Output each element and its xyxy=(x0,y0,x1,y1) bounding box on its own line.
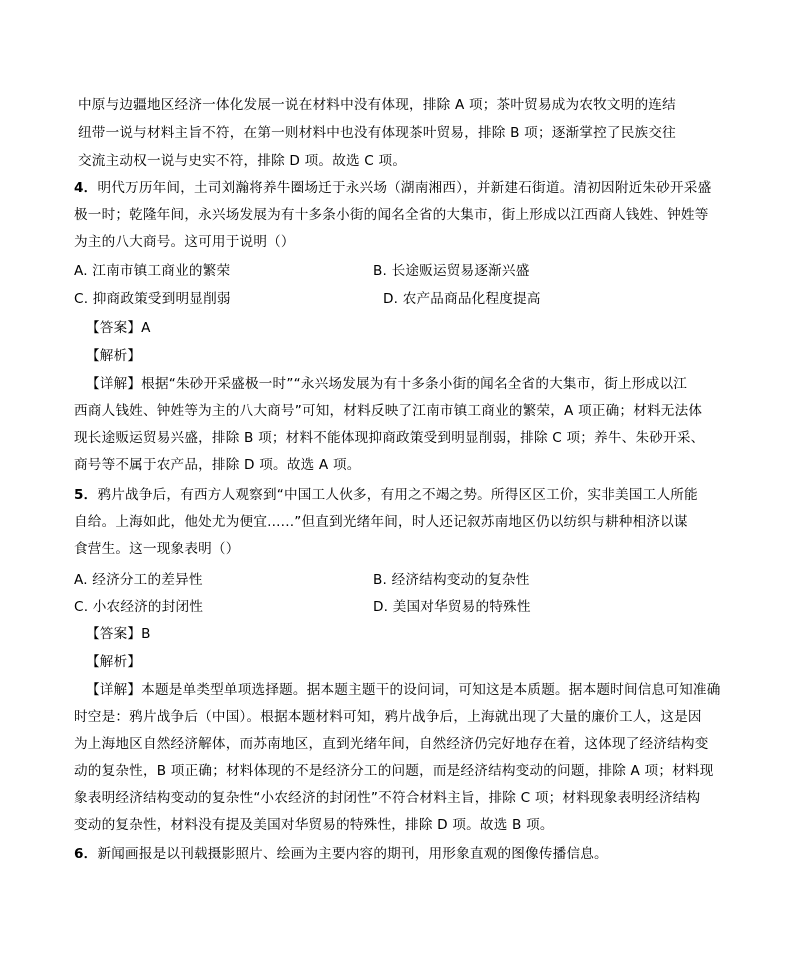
analysis-label: 【解析】 xyxy=(86,348,142,364)
text-line: 交流主动权一说与史实不符，排除 D 项。故选 C 项。 xyxy=(78,153,407,169)
question-stem: 4．明代万历年间，土司刘瀚将养牛圈场迁于永兴场（湖南湘西），并新建石街道。清初因附近朱砂开采盛 xyxy=(74,180,712,196)
detail-line: 【详解】根据“朱砂开采盛极一时”“永兴场发展为有十多条小街的闻名全省的大集市，街上形成以江 xyxy=(86,376,688,392)
text-line: 极一时；乾隆年间，永兴场发展为有十多条小街的闻名全省的大集市，街上形成以江西商人钱姓、钟姓等 xyxy=(74,207,709,223)
detail-line: 象表明经济结构变动的复杂性“小农经济的封闭性”不符合材料主旨，排除 C 项；材料现象表明经济结构 xyxy=(74,790,701,806)
question-number: 4． xyxy=(74,180,98,196)
detail-line: 商号等不属于农产品，排除 D 项。故选 A 项。 xyxy=(74,457,361,473)
option-b: B. 长途贩运贸易逐渐兴盛 xyxy=(373,263,530,279)
detail-line: 变动的复杂性，材料没有提及美国对华贸易的特殊性，排除 D 项。故选 B 项。 xyxy=(74,817,554,833)
option-c: C. 抑商政策受到明显削弱 xyxy=(74,291,231,307)
question-number: 6． xyxy=(74,846,98,862)
option-d: D. 农产品商品化程度提高 xyxy=(383,291,541,307)
detail-line: 为上海地区自然经济解体，而苏南地区，直到光绪年间，自然经济仍完好地存在着，这体现了经济结构变 xyxy=(74,736,709,752)
text-line: 为主的八大商号。这可用于说明（） xyxy=(74,234,295,250)
text-line: 自给。上海如此，他处尤为便宜......”但直到光绪年间，时人还记叙苏南地区仍以纺织与耕种相济以谋 xyxy=(74,514,688,530)
detail-line: 动的复杂性，B 项正确；材料体现的不是经济分工的问题，而是经济结构变动的问题，排除 A 项；材料现 xyxy=(74,763,714,779)
question-stem: 6．新闻画报是以刊载摄影照片、绘画为主要内容的期刊，用形象直观的图像传播信息。 xyxy=(74,846,608,862)
analysis-label: 【解析】 xyxy=(86,654,142,670)
text-line: 纽带一说与材料主旨不符，在第一则材料中也没有体现茶叶贸易，排除 B 项；逐渐掌控了民族交往 xyxy=(78,125,676,141)
question-number: 5． xyxy=(74,487,98,503)
question-stem: 5．鸦片战争后，有西方人观察到“中国工人伙多，有用之不竭之势。所得区区工价，实非美国工人所能 xyxy=(74,487,698,503)
option-d: D. 美国对华贸易的特殊性 xyxy=(373,599,531,615)
detail-line: 现长途贩运贸易兴盛，排除 B 项；材料不能体现抑商政策受到明显削弱，排除 C 项；养牛、朱砂开采、 xyxy=(74,430,705,446)
option-a: A. 经济分工的差异性 xyxy=(74,572,203,588)
detail-line: 时空是：鸦片战争后（中国）。根据本题材料可知，鸦片战争后，上海就出现了大量的廉价工人，这是因 xyxy=(74,709,702,725)
option-b: B. 经济结构变动的复杂性 xyxy=(373,572,530,588)
detail-line: 西商人钱姓、钟姓等为主的八大商号”可知，材料反映了江南市镇工商业的繁荣，A 项正确；材料无法体 xyxy=(74,403,703,419)
text-line: 食营生。这一现象表明（） xyxy=(74,541,240,557)
answer-label: 【答案】B xyxy=(86,626,151,642)
text-line: 中原与边疆地区经济一体化发展一说在材料中没有体现，排除 A 项；茶叶贸易成为农牧文明的连结 xyxy=(78,97,676,113)
option-a: A. 江南市镇工商业的繁荣 xyxy=(74,263,231,279)
detail-line: 【详解】本题是单类型单项选择题。据本题主题干的设问词，可知这是本质题。据本题时间信息可知准确 xyxy=(86,682,721,698)
answer-label: 【答案】A xyxy=(86,320,151,336)
option-c: C. 小农经济的封闭性 xyxy=(74,599,204,615)
